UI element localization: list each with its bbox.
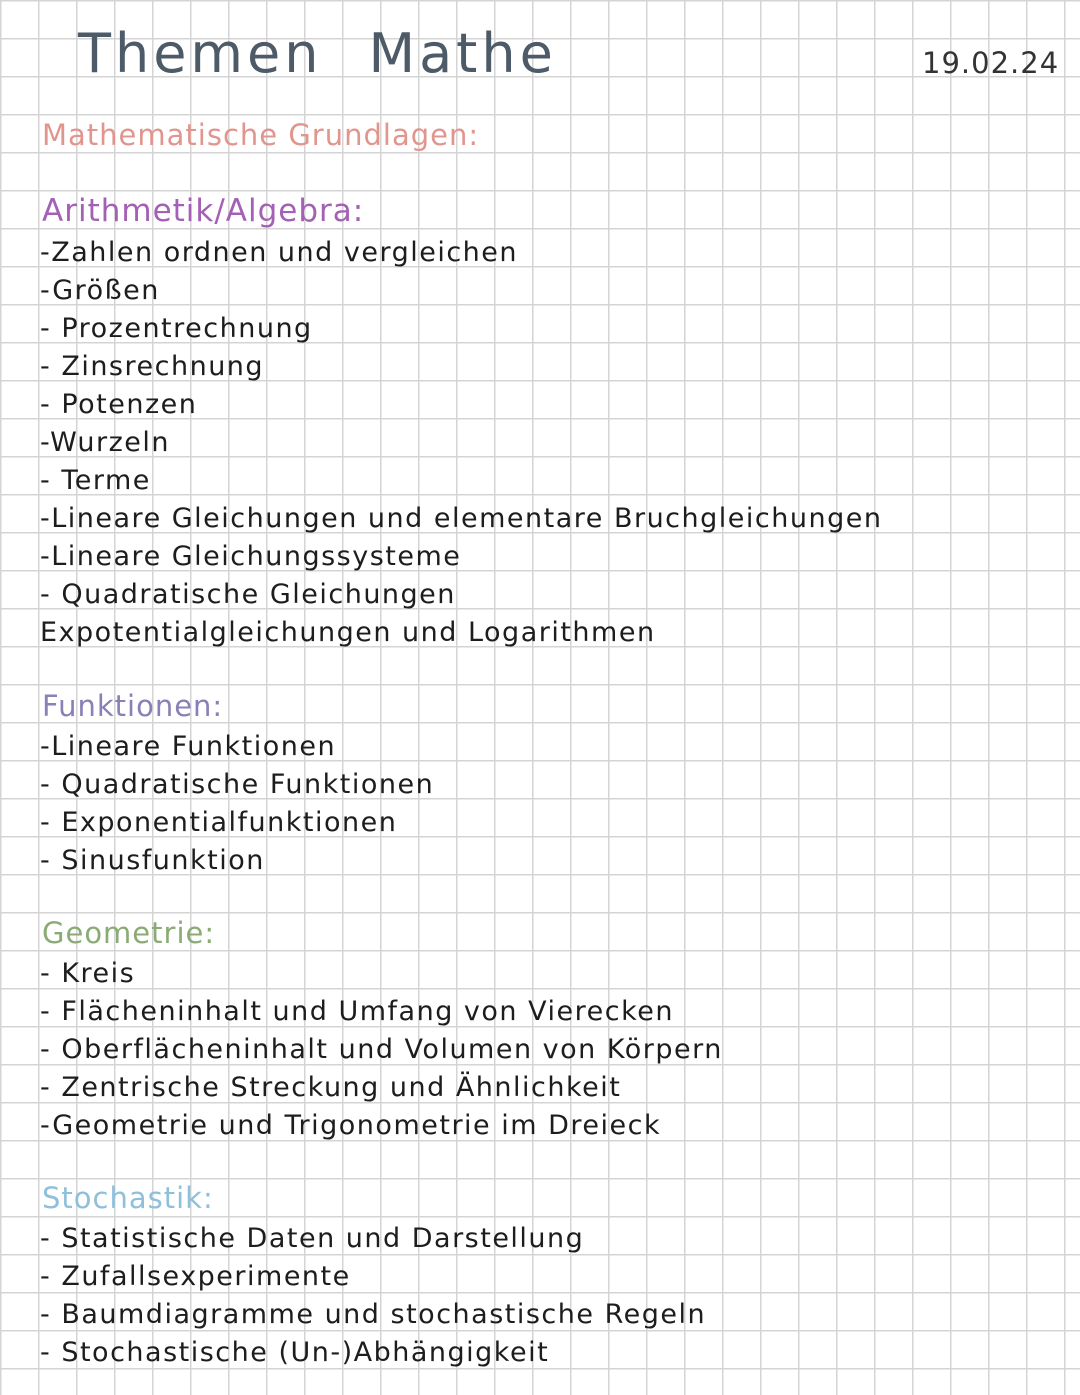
list-item: - Statistische Daten und Darstellung: [40, 1223, 585, 1254]
section-heading-stochastik: Stochastik:: [42, 1181, 214, 1215]
list-funktionen: [40, 728, 434, 880]
list-item: - Sinusfunktion: [40, 845, 265, 876]
section-heading-arithmetik: Arithmetik/Algebra:: [42, 193, 365, 229]
list-item: - Terme: [40, 465, 151, 496]
list-item: -Geometrie und Trigonometrie im Dreieck: [40, 1110, 662, 1141]
list-item: -Wurzeln: [40, 427, 170, 458]
list-item: - Oberflächeninhalt und Volumen von Körpern: [40, 1034, 723, 1065]
main-heading: Mathematische Grundlagen:: [42, 118, 480, 152]
list-item: - Baumdiagramme und stochastische Regeln: [40, 1299, 707, 1330]
title-word-themen: Themen: [78, 22, 323, 85]
list-item: - Kreis: [40, 958, 136, 989]
list-item: - Zinsrechnung: [40, 351, 265, 382]
list-stochastik: [40, 1220, 706, 1372]
list-item: - Quadratische Funktionen: [40, 769, 435, 800]
list-item: - Zufallsexperimente: [40, 1261, 351, 1292]
list-geometrie: [40, 955, 723, 1145]
date-label: 19.02.24: [922, 46, 1060, 80]
list-item: -Zahlen ordnen und vergleichen: [40, 237, 519, 268]
list-item: - Stochastische (Un-)Abhängigkeit: [40, 1337, 550, 1368]
list-item: - Potenzen: [40, 389, 198, 420]
section-heading-funktionen: Funktionen:: [42, 689, 224, 723]
section-heading-geometrie: Geometrie:: [42, 916, 216, 950]
list-item: -Größen: [40, 275, 160, 306]
list-item: - Flächeninhalt und Umfang von Vierecken: [40, 996, 674, 1027]
list-item: - Prozentrechnung: [40, 313, 313, 344]
list-item: - Exponentialfunktionen: [40, 807, 398, 838]
list-item: -Lineare Gleichungen und elementare Bruchgleichungen: [40, 503, 883, 534]
list-item: Expotentialgleichungen und Logarithmen: [40, 617, 656, 648]
list-arithmetik: [40, 234, 882, 652]
list-item: - Zentrische Streckung und Ähnlichkeit: [40, 1072, 622, 1103]
list-item: -Lineare Gleichungssysteme: [40, 541, 462, 572]
list-item: - Quadratische Gleichungen: [40, 579, 456, 610]
page-title: [78, 22, 557, 85]
title-word-mathe: Mathe: [368, 22, 557, 85]
list-item: -Lineare Funktionen: [40, 731, 337, 762]
